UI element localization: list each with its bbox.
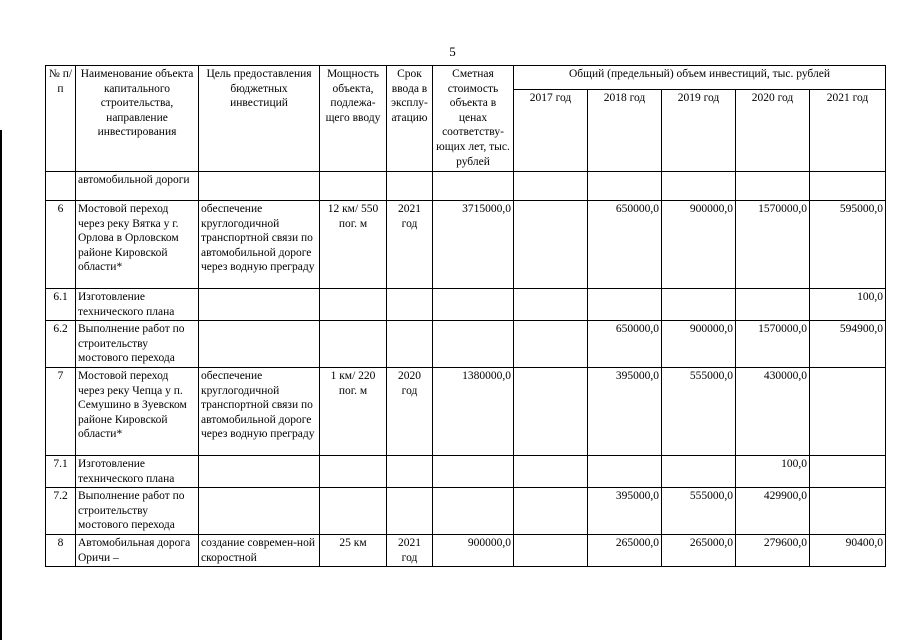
cell-num: 6	[46, 201, 76, 289]
cell-2021: 90400,0	[810, 534, 886, 566]
header-year: 2017 год	[514, 90, 588, 172]
cell-2019: 900000,0	[662, 321, 736, 368]
header-cost: Сметная стоимость объекта в ценах соответству-ющих лет, тыс. рублей	[433, 66, 514, 172]
cell-term	[387, 488, 433, 535]
cell-2017	[514, 172, 588, 201]
header-capacity: Мощность объекта, подлежа-щего вводу	[320, 66, 387, 172]
cell-name: Выполнение работ по строительству мостового перехода	[76, 488, 199, 535]
cell-goal	[199, 289, 320, 321]
cell-term	[387, 172, 433, 201]
cell-goal	[199, 488, 320, 535]
cell-capacity	[320, 455, 387, 487]
table-row	[46, 488, 886, 535]
cell-2018	[588, 172, 662, 201]
table-row	[46, 455, 886, 487]
header-num: № п/п	[46, 66, 76, 172]
cell-2018: 395000,0	[588, 367, 662, 455]
cell-capacity	[320, 488, 387, 535]
cell-cost: 3715000,0	[433, 201, 514, 289]
table-row	[46, 534, 886, 566]
table-row	[46, 289, 886, 321]
cell-2017	[514, 488, 588, 535]
cell-2020: 100,0	[736, 455, 810, 487]
cell-2019	[662, 455, 736, 487]
cell-goal	[199, 321, 320, 368]
header-name: Наименование объекта капитального строительства, направление инвестирования	[76, 66, 199, 172]
cell-cost	[433, 321, 514, 368]
header-term: Срок ввода в эксплу-атацию	[387, 66, 433, 172]
cell-2017	[514, 321, 588, 368]
cell-term: 2021 год	[387, 201, 433, 289]
cell-goal	[199, 172, 320, 201]
cell-2018: 395000,0	[588, 488, 662, 535]
cell-2020: 1570000,0	[736, 201, 810, 289]
cell-num: 7.1	[46, 455, 76, 487]
cell-num: 8	[46, 534, 76, 566]
header-row	[46, 66, 886, 90]
cell-term	[387, 321, 433, 368]
header-goal: Цель предоставления бюджетных инвестиций	[199, 66, 320, 172]
cell-term: 2020 год	[387, 367, 433, 455]
cell-2020: 279600,0	[736, 534, 810, 566]
table-row	[46, 321, 886, 368]
cell-cost: 900000,0	[433, 534, 514, 566]
table-row	[46, 367, 886, 455]
cell-cost	[433, 289, 514, 321]
cell-cost	[433, 172, 514, 201]
cell-goal	[199, 455, 320, 487]
cell-2021	[810, 455, 886, 487]
cell-capacity	[320, 321, 387, 368]
cell-term	[387, 455, 433, 487]
cell-2017	[514, 455, 588, 487]
cell-goal: обеспечение круглогодичной транспортной связи по автомобильной дороге через водную преграду	[199, 201, 320, 289]
cell-2019: 265000,0	[662, 534, 736, 566]
cell-2018	[588, 289, 662, 321]
header-year: 2020 год	[736, 90, 810, 172]
cell-cost: 1380000,0	[433, 367, 514, 455]
cell-2017	[514, 201, 588, 289]
cell-2020: 430000,0	[736, 367, 810, 455]
cell-name: Выполнение работ по строительству мостового перехода	[76, 321, 199, 368]
cell-num: 6.1	[46, 289, 76, 321]
header-year: 2018 год	[588, 90, 662, 172]
cell-2017	[514, 367, 588, 455]
cell-num: 6.2	[46, 321, 76, 368]
cell-2020: 429900,0	[736, 488, 810, 535]
table-row	[46, 201, 886, 289]
cell-2021: 594900,0	[810, 321, 886, 368]
cell-2020	[736, 172, 810, 201]
cell-capacity	[320, 172, 387, 201]
cell-2018: 650000,0	[588, 321, 662, 368]
cell-cost	[433, 455, 514, 487]
cell-name: Мостовой переход через реку Вятка у г. Орлова в Орловском районе Кировской области*	[76, 201, 199, 289]
cell-capacity: 25 км	[320, 534, 387, 566]
cell-2021: 595000,0	[810, 201, 886, 289]
cell-2017	[514, 289, 588, 321]
cell-2018	[588, 455, 662, 487]
cell-term: 2021 год	[387, 534, 433, 566]
cell-2021	[810, 488, 886, 535]
cell-capacity: 1 км/ 220 пог. м	[320, 367, 387, 455]
cell-num: 7.2	[46, 488, 76, 535]
header-year: 2021 год	[810, 90, 886, 172]
page-number: 5	[449, 44, 456, 59]
cell-2018: 265000,0	[588, 534, 662, 566]
header-year: 2019 год	[662, 90, 736, 172]
cell-2019: 900000,0	[662, 201, 736, 289]
scan-edge-line	[0, 130, 2, 640]
cell-2021	[810, 172, 886, 201]
cell-term	[387, 289, 433, 321]
cell-2019: 555000,0	[662, 367, 736, 455]
cell-capacity	[320, 289, 387, 321]
cell-name: Изготовление технического плана	[76, 455, 199, 487]
cell-name: Мостовой переход через реку Чепца у п. Семушино в Зуевском районе Кировской области*	[76, 367, 199, 455]
cell-name: Автомобильная дорога Оричи –	[76, 534, 199, 566]
cell-2021: 100,0	[810, 289, 886, 321]
cell-2017	[514, 534, 588, 566]
cell-name: Изготовление технического плана	[76, 289, 199, 321]
cell-cost	[433, 488, 514, 535]
cell-2018: 650000,0	[588, 201, 662, 289]
cell-goal: создание современ-ной скоростной	[199, 534, 320, 566]
cell-num: 7	[46, 367, 76, 455]
cell-2020: 1570000,0	[736, 321, 810, 368]
cell-goal: обеспечение круглогодичной транспортной связи по автомобильной дороге через водную преграду	[199, 367, 320, 455]
cell-2019: 555000,0	[662, 488, 736, 535]
cell-num	[46, 172, 76, 201]
cell-2019	[662, 172, 736, 201]
table-row	[46, 172, 886, 201]
cell-2021	[810, 367, 886, 455]
cell-capacity: 12 км/ 550 пог. м	[320, 201, 387, 289]
investment-table	[45, 65, 886, 567]
cell-2020	[736, 289, 810, 321]
cell-2019	[662, 289, 736, 321]
cell-name: автомобильной дороги	[76, 172, 199, 201]
header-total: Общий (предельный) объем инвестиций, тыс. рублей	[514, 66, 886, 90]
